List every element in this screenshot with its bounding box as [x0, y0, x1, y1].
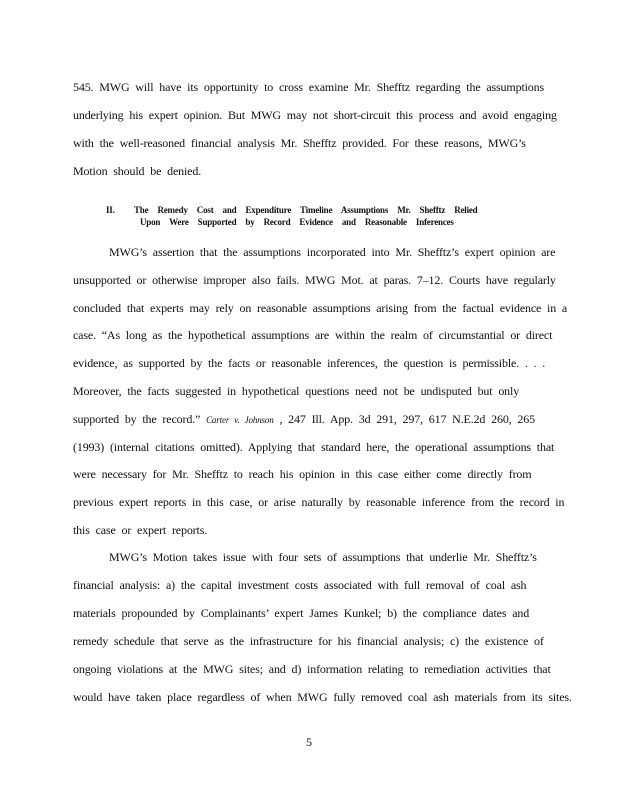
citation-reporter: , 247 Ill. App. 3d 291, 297, 617 N.E.2d 260, 265 [279, 412, 535, 426]
paragraph-3-line-5: ongoing violations at the MWG sites; and d) information relating to remediation activities that [73, 662, 551, 676]
paragraph-2-line-6: Moreover, the facts suggested in hypothetical questions need not be undisputed but only [73, 384, 520, 398]
paragraph-2-line-9: were necessary for Mr. Shefftz to reach his opinion in this case either come directly from [73, 467, 532, 481]
paragraph-1-line-1: 545. MWG will have its opportunity to cross examine Mr. Shefftz regarding the assumptions [73, 80, 545, 94]
paragraph-2-line-5: evidence, as supported by the facts or reasonable inferences, the question is permissible. . . . [73, 356, 546, 370]
paragraph-1-line-3: with the well-reasoned financial analysis Mr. Shefftz provided. For these reasons, MWG’s [73, 136, 526, 150]
paragraph-3-line-4: remedy schedule that serve as the infrastructure for his financial analysis; c) the existence of [73, 634, 544, 648]
paragraph-3-line-3: materials propounded by Complainants’ expert James Kunkel; b) the compliance dates and [73, 606, 530, 620]
paragraph-1-line-4: Motion should be denied. [73, 164, 202, 178]
section-heading-number: II. [106, 205, 115, 215]
paragraph-2-line-10: previous expert reports in this case, or arise naturally by reasonable inference from the record in [73, 495, 565, 509]
quotation-end: supported by the record.” [73, 412, 201, 426]
paragraph-2-line-1: MWG’s assertion that the assumptions incorporated into Mr. Shefftz’s expert opinion are [109, 245, 556, 259]
paragraph-3-line-6: would have taken place regardless of when MWG fully removed coal ash materials from its sites. [73, 690, 572, 704]
paragraph-1-line-2: underlying his expert opinion. But MWG may not short-circuit this process and avoid engaging [73, 108, 557, 122]
paragraph-2-line-2: unsupported or otherwise improper also fails. MWG Mot. at paras. 7–12. Courts have regularly [73, 273, 556, 287]
paragraph-2-line-3: concluded that experts may rely on reasonable assumptions arising from the factual evidence in a [73, 301, 568, 315]
paragraph-3-line-2: financial analysis: a) the capital investment costs associated with full removal of coal ash [73, 578, 527, 592]
paragraph-2-line-4: case. “As long as the hypothetical assumptions are within the realm of circumstantial or direct [73, 328, 553, 342]
section-heading-line-2: Upon Were Supported by Record Evidence and Reasonable Inferences [140, 217, 454, 227]
citation-case-name: Carter v. Johnson [206, 415, 274, 425]
paragraph-2-line-7 [73, 412, 545, 427]
paragraph-2-line-11: this case or expert reports. [73, 523, 208, 537]
paragraph-2-line-8: (1993) (internal citations omitted). Applying that standard here, the operational assumptions that [73, 440, 555, 454]
paragraph-3-line-1: MWG’s Motion takes issue with four sets of assumptions that underlie Mr. Shefftz’s [109, 550, 537, 564]
page-number: 5 [306, 735, 312, 749]
section-heading-line-1: The Remedy Cost and Expenditure Timeline Assumptions Mr. Shefftz Relied [134, 205, 478, 215]
section-heading [106, 204, 536, 216]
